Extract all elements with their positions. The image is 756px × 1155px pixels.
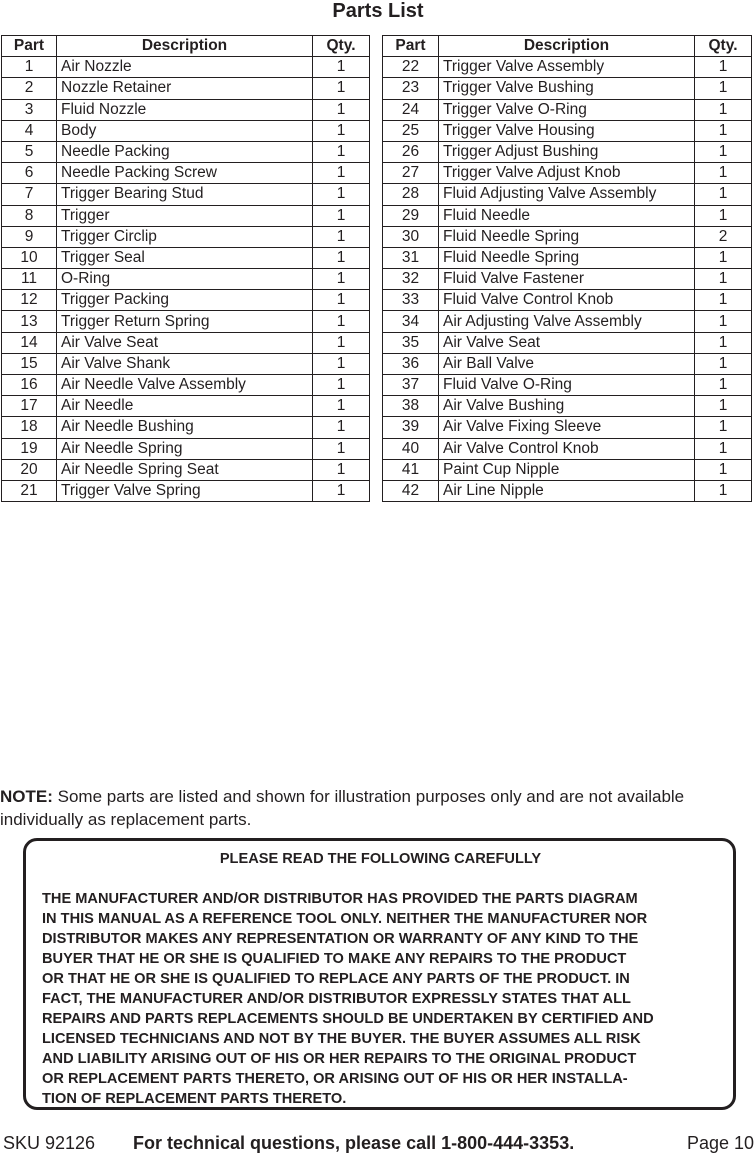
table-header-row — [383, 36, 752, 57]
part-number-cell: 20 — [2, 459, 57, 480]
disclaimer-line: LICENSED TECHNICIANS AND NOT BY THE BUYER. THE BUYER ASSUMES ALL RISK — [42, 1031, 641, 1047]
part-qty-cell: 1 — [313, 396, 370, 417]
part-description-cell: O-Ring — [57, 269, 313, 290]
part-description-cell: Air Needle Bushing — [57, 417, 313, 438]
part-qty-cell: 1 — [695, 269, 752, 290]
header-part: Part — [2, 36, 57, 57]
header-qty: Qty. — [695, 36, 752, 57]
part-description-cell: Air Valve Fixing Sleeve — [439, 417, 695, 438]
page-title: Parts List — [332, 0, 424, 22]
part-qty-cell: 1 — [695, 438, 752, 459]
part-qty-cell: 1 — [695, 311, 752, 332]
note-label: NOTE: — [0, 787, 53, 806]
table-row — [383, 438, 752, 459]
table-header-row — [2, 36, 370, 57]
table-row — [383, 459, 752, 480]
part-description-cell: Fluid Valve Control Knob — [439, 290, 695, 311]
part-number-cell: 1 — [2, 57, 57, 78]
part-qty-cell: 1 — [313, 480, 370, 501]
parts-table-left — [1, 35, 370, 502]
table-row — [383, 120, 752, 141]
part-qty-cell: 1 — [695, 290, 752, 311]
part-qty-cell: 1 — [313, 332, 370, 353]
header-description: Description — [57, 36, 313, 57]
part-description-cell: Paint Cup Nipple — [439, 459, 695, 480]
part-description-cell: Trigger Return Spring — [57, 311, 313, 332]
header-description: Description — [439, 36, 695, 57]
part-description-cell: Trigger Valve Adjust Knob — [439, 163, 695, 184]
part-number-cell: 41 — [383, 459, 439, 480]
table-row — [383, 247, 752, 268]
table-row — [383, 141, 752, 162]
table-row — [383, 375, 752, 396]
table-row — [2, 353, 370, 374]
part-qty-cell: 1 — [313, 99, 370, 120]
part-qty-cell: 1 — [695, 78, 752, 99]
note-text: Some parts are listed and shown for illustration purposes only and are not available individually as replacement parts. — [0, 787, 685, 829]
part-number-cell: 30 — [383, 226, 439, 247]
table-row — [383, 311, 752, 332]
part-description-cell: Needle Packing — [57, 141, 313, 162]
part-qty-cell: 2 — [695, 226, 752, 247]
table-row — [383, 163, 752, 184]
part-qty-cell: 1 — [313, 311, 370, 332]
part-description-cell: Trigger Valve Assembly — [439, 57, 695, 78]
part-description-cell: Fluid Needle Spring — [439, 226, 695, 247]
part-description-cell: Fluid Needle Spring — [439, 247, 695, 268]
part-number-cell: 37 — [383, 375, 439, 396]
part-number-cell: 34 — [383, 311, 439, 332]
table-row — [383, 57, 752, 78]
part-number-cell: 15 — [2, 353, 57, 374]
part-qty-cell: 1 — [695, 141, 752, 162]
part-description-cell: Air Valve Shank — [57, 353, 313, 374]
disclaimer-line: DISTRIBUTOR MAKES ANY REPRESENTATION OR WARRANTY OF ANY KIND TO THE — [42, 931, 639, 947]
part-number-cell: 22 — [383, 57, 439, 78]
disclaimer-box — [23, 838, 736, 1110]
part-number-cell: 13 — [2, 311, 57, 332]
table-row — [2, 417, 370, 438]
part-number-cell: 6 — [2, 163, 57, 184]
disclaimer-heading: PLEASE READ THE FOLLOWING CAREFULLY — [219, 851, 542, 867]
part-number-cell: 17 — [2, 396, 57, 417]
part-number-cell: 14 — [2, 332, 57, 353]
table-row — [2, 269, 370, 290]
part-number-cell: 24 — [383, 99, 439, 120]
part-qty-cell: 1 — [695, 57, 752, 78]
table-row — [383, 269, 752, 290]
part-description-cell: Trigger Seal — [57, 247, 313, 268]
table-row — [2, 184, 370, 205]
part-description-cell: Trigger Valve Housing — [439, 120, 695, 141]
part-number-cell: 18 — [2, 417, 57, 438]
part-number-cell: 12 — [2, 290, 57, 311]
part-description-cell: Nozzle Retainer — [57, 78, 313, 99]
part-qty-cell: 1 — [695, 120, 752, 141]
part-qty-cell: 1 — [313, 459, 370, 480]
part-qty-cell: 1 — [313, 226, 370, 247]
table-row — [2, 438, 370, 459]
part-description-cell: Air Needle Valve Assembly — [57, 375, 313, 396]
part-number-cell: 28 — [383, 184, 439, 205]
part-description-cell: Air Adjusting Valve Assembly — [439, 311, 695, 332]
part-description-cell: Air Needle Spring — [57, 438, 313, 459]
part-description-cell: Fluid Valve Fastener — [439, 269, 695, 290]
page-number: Page 10 — [686, 1133, 754, 1153]
part-number-cell: 19 — [2, 438, 57, 459]
table-row — [2, 205, 370, 226]
disclaimer-line: AND LIABILITY ARISING OUT OF HIS OR HER REPAIRS TO THE ORIGINAL PRODUCT — [42, 1051, 637, 1067]
part-qty-cell: 1 — [313, 205, 370, 226]
note-paragraph — [0, 785, 740, 831]
part-number-cell: 21 — [2, 480, 57, 501]
part-qty-cell: 1 — [695, 459, 752, 480]
part-qty-cell: 1 — [313, 247, 370, 268]
table-row — [2, 311, 370, 332]
part-description-cell: Trigger Adjust Bushing — [439, 141, 695, 162]
part-description-cell: Air Ball Valve — [439, 353, 695, 374]
part-qty-cell: 1 — [313, 163, 370, 184]
part-description-cell: Air Needle — [57, 396, 313, 417]
part-number-cell: 4 — [2, 120, 57, 141]
disclaimer-line: FACT, THE MANUFACTURER AND/OR DISTRIBUTOR EXPRESSLY STATES THAT ALL — [42, 991, 631, 1007]
table-row — [383, 205, 752, 226]
part-description-cell: Trigger — [57, 205, 313, 226]
table-row — [383, 480, 752, 501]
part-number-cell: 39 — [383, 417, 439, 438]
table-row — [383, 226, 752, 247]
part-number-cell: 32 — [383, 269, 439, 290]
header-qty: Qty. — [313, 36, 370, 57]
table-row — [383, 184, 752, 205]
part-number-cell: 7 — [2, 184, 57, 205]
table-row — [2, 459, 370, 480]
disclaimer-line: OR REPLACEMENT PARTS THERETO, OR ARISING OUT OF HIS OR HER INSTALLA- — [42, 1071, 628, 1087]
table-row — [2, 375, 370, 396]
table-row — [383, 396, 752, 417]
part-number-cell: 27 — [383, 163, 439, 184]
part-description-cell: Trigger Packing — [57, 290, 313, 311]
sku-label: SKU 92126 — [3, 1133, 96, 1153]
table-row — [2, 141, 370, 162]
part-qty-cell: 1 — [313, 438, 370, 459]
technical-questions-text: For technical questions, please call 1-800-444-3353. — [133, 1133, 575, 1153]
part-qty-cell: 1 — [695, 353, 752, 374]
part-description-cell: Fluid Needle — [439, 205, 695, 226]
part-number-cell: 33 — [383, 290, 439, 311]
part-qty-cell: 1 — [313, 375, 370, 396]
parts-table-right — [382, 35, 752, 502]
part-number-cell: 36 — [383, 353, 439, 374]
part-number-cell: 9 — [2, 226, 57, 247]
part-description-cell: Fluid Valve O-Ring — [439, 375, 695, 396]
part-number-cell: 25 — [383, 120, 439, 141]
part-number-cell: 3 — [2, 99, 57, 120]
part-number-cell: 29 — [383, 205, 439, 226]
part-qty-cell: 1 — [695, 99, 752, 120]
part-qty-cell: 1 — [313, 417, 370, 438]
disclaimer-line: THE MANUFACTURER AND/OR DISTRIBUTOR HAS PROVIDED THE PARTS DIAGRAM — [42, 891, 638, 907]
part-number-cell: 26 — [383, 141, 439, 162]
table-row — [2, 99, 370, 120]
table-row — [2, 290, 370, 311]
table-row — [2, 163, 370, 184]
part-qty-cell: 1 — [313, 141, 370, 162]
part-description-cell: Trigger Valve Spring — [57, 480, 313, 501]
part-description-cell: Fluid Nozzle — [57, 99, 313, 120]
part-number-cell: 10 — [2, 247, 57, 268]
table-row — [2, 332, 370, 353]
table-row — [383, 290, 752, 311]
part-description-cell: Trigger Circlip — [57, 226, 313, 247]
table-row — [2, 78, 370, 99]
part-qty-cell: 1 — [695, 163, 752, 184]
part-description-cell: Trigger Valve O-Ring — [439, 99, 695, 120]
header-part: Part — [383, 36, 439, 57]
table-row — [383, 417, 752, 438]
part-description-cell: Air Valve Seat — [439, 332, 695, 353]
part-qty-cell: 1 — [695, 396, 752, 417]
part-number-cell: 42 — [383, 480, 439, 501]
part-qty-cell: 1 — [695, 375, 752, 396]
table-row — [2, 120, 370, 141]
part-description-cell: Air Line Nipple — [439, 480, 695, 501]
table-row — [383, 78, 752, 99]
part-description-cell: Air Needle Spring Seat — [57, 459, 313, 480]
part-qty-cell: 1 — [695, 247, 752, 268]
part-number-cell: 16 — [2, 375, 57, 396]
part-number-cell: 38 — [383, 396, 439, 417]
table-row — [383, 99, 752, 120]
part-number-cell: 11 — [2, 269, 57, 290]
table-row — [383, 332, 752, 353]
part-number-cell: 23 — [383, 78, 439, 99]
part-qty-cell: 1 — [695, 184, 752, 205]
part-description-cell: Air Nozzle — [57, 57, 313, 78]
part-qty-cell: 1 — [313, 184, 370, 205]
disclaimer-body — [42, 889, 719, 1109]
disclaimer-line: BUYER THAT HE OR SHE IS QUALIFIED TO MAKE ANY REPAIRS TO THE PRODUCT — [42, 951, 627, 967]
part-number-cell: 35 — [383, 332, 439, 353]
table-row — [2, 480, 370, 501]
part-number-cell: 5 — [2, 141, 57, 162]
part-number-cell: 31 — [383, 247, 439, 268]
table-row — [2, 57, 370, 78]
part-qty-cell: 1 — [695, 417, 752, 438]
part-description-cell: Needle Packing Screw — [57, 163, 313, 184]
part-number-cell: 40 — [383, 438, 439, 459]
disclaimer-line: OR THAT HE OR SHE IS QUALIFIED TO REPLACE ANY PARTS OF THE PRODUCT. IN — [42, 971, 630, 987]
part-qty-cell: 1 — [313, 290, 370, 311]
part-qty-cell: 1 — [313, 353, 370, 374]
part-description-cell: Air Valve Control Knob — [439, 438, 695, 459]
disclaimer-line: TION OF REPLACEMENT PARTS THERETO. — [42, 1091, 347, 1107]
part-qty-cell: 1 — [695, 480, 752, 501]
part-description-cell: Body — [57, 120, 313, 141]
disclaimer-line: REPAIRS AND PARTS REPLACEMENTS SHOULD BE UNDERTAKEN BY CERTIFIED AND — [42, 1011, 654, 1027]
part-description-cell: Air Valve Bushing — [439, 396, 695, 417]
part-description-cell: Air Valve Seat — [57, 332, 313, 353]
part-qty-cell: 1 — [313, 78, 370, 99]
part-description-cell: Fluid Adjusting Valve Assembly — [439, 184, 695, 205]
part-qty-cell: 1 — [695, 205, 752, 226]
part-qty-cell: 1 — [313, 120, 370, 141]
part-number-cell: 2 — [2, 78, 57, 99]
part-number-cell: 8 — [2, 205, 57, 226]
part-description-cell: Trigger Valve Bushing — [439, 78, 695, 99]
table-row — [2, 247, 370, 268]
disclaimer-line: IN THIS MANUAL AS A REFERENCE TOOL ONLY. NEITHER THE MANUFACTURER NOR — [42, 911, 648, 927]
table-row — [2, 396, 370, 417]
part-qty-cell: 1 — [313, 269, 370, 290]
part-qty-cell: 1 — [695, 332, 752, 353]
part-qty-cell: 1 — [313, 57, 370, 78]
table-row — [383, 353, 752, 374]
part-description-cell: Trigger Bearing Stud — [57, 184, 313, 205]
table-row — [2, 226, 370, 247]
page-footer — [0, 1131, 756, 1155]
